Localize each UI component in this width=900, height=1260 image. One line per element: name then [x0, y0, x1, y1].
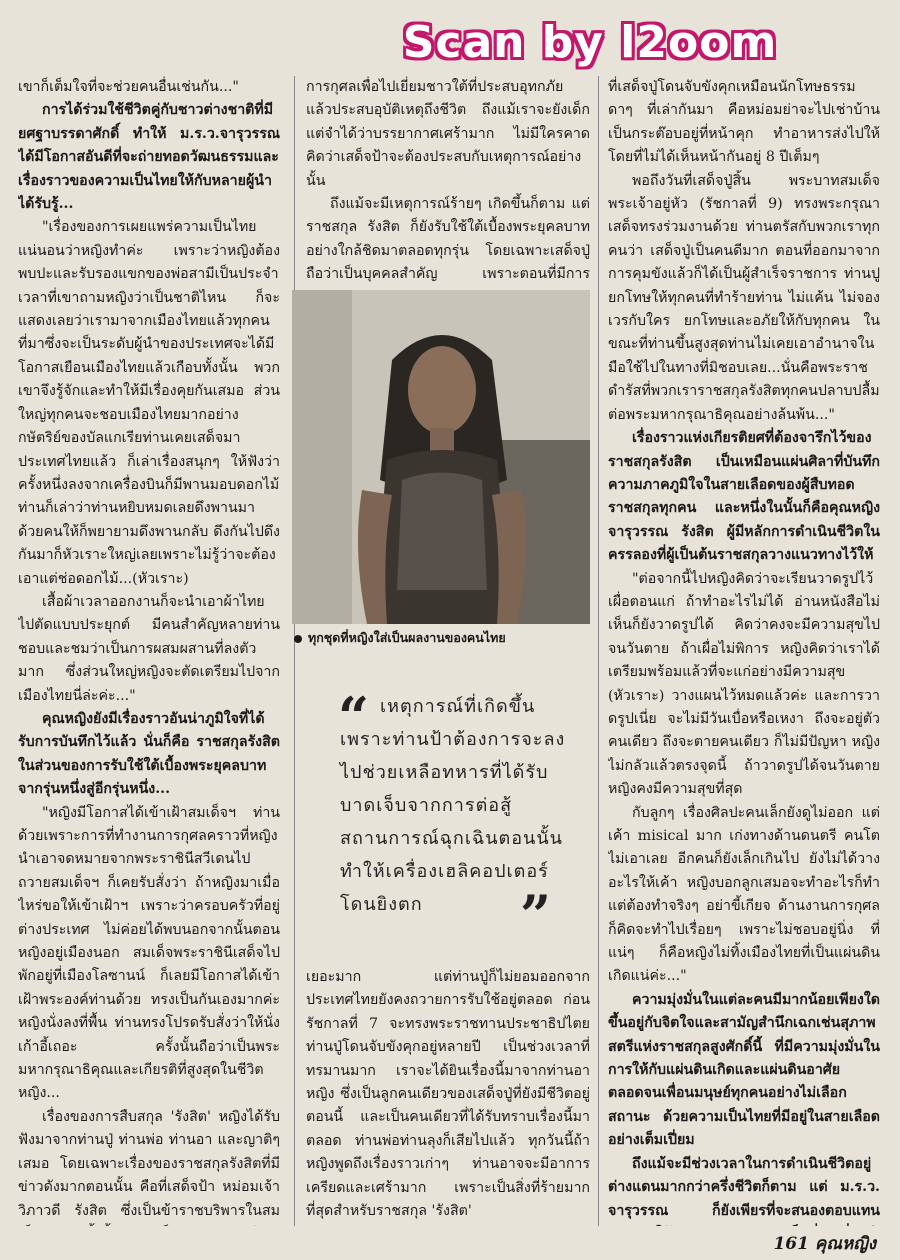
paragraph: เรื่องราวแห่งเกียรติยศที่ต้องจารึกไว้ของราชสกุลรังสิต เป็นเหมือนแผ่นศิลาที่บันทึกความภาคภูมิใจในสายเลือดของผู้สืบทอดราชสกุลทุกคน และหนึ่งในนั้นก็คือคุณหญิงจารุวรรณ รังสิต ผู้มีหลักการดำเนินชีวิตในครรลองที่ผู้เป็นต้นราชสกุลวางแนวทางไว้ให้ [608, 430, 880, 564]
open-quote-icon: “ [338, 685, 370, 749]
paragraph: การกุศลเพื่อไปเยี่ยมชาวใต้ที่ประสบอุทกภัย แล้วประสบอุบัติเหตุถึงชีวิต ถึงแม้เราจะยังเด็ก แต่จำได้ว่าบรรยากาศเศร้ามาก ไม่มีใครคาดคิดว่าเสด็จป้าจะต้องประสบกับเหตุการณ์อย่างนั้น [306, 79, 590, 189]
article-column-3 [608, 76, 880, 1226]
bullet-icon [294, 635, 302, 643]
paragraph: ถึงแม้จะมีช่วงเวลาในการดำเนินชีวิตอยู่ต่างแดนมากกว่าครึ่งชีวิตก็ตาม แต่ ม.ร.ว. จารุวรรณ ก็ยังเพียรที่จะสนองตอบแทน [608, 1155, 880, 1219]
scan-watermark: Scan by l2oom [402, 16, 778, 68]
paragraph: ความมุ่งมั่นในแต่ละคนมีมากน้อยเพียงใดขึ้นอยู่กับจิตใจและสามัญสำนึกเฉกเช่นสุภาพสตรีแห่งราชสกุลสูงศักดิ์นี้ ที่มีความมุ่งมั่นในการให้กับแผ่นดินเกิดและแผ่นดินอาศัย ตลอดจนเพื่อนมนุษย์ทุกคนอย่างไม่เลือกสถานะ ด้วยความเป็นไทยที่มีอยู่ในสายเลือดอย่างเต็มเปี่ยม [608, 991, 880, 1149]
page-number: 161 [773, 1234, 809, 1254]
article-column-2-top [306, 76, 590, 286]
paragraph: ที่เสด็จปู่โดนจับขังคุกเหมือนนักโทษธรรมดาๆ ที่เล่ากันมา คือหม่อมย่าจะไปเช่าบ้านเป็นกระต๊อบอยู่ที่หน้าคุก ทำอาหารส่งไปให้โดยที่ไม่ได้เห็นหน้ากันอยู่ 8 ปีเต็มๆ [608, 79, 880, 166]
paragraph: คุณหญิงยังมีเรื่องราวอันน่าภูมิใจที่ได้รับการบันทึกไว้แล้ว นั่นก็คือ ราชสกุลรังสิต ในส่วนของการรับใช้ใต้เบื้องพระยุคลบาทจากรุ่นหนึ่งสู่อีกรุ่นหนึ่ง... [18, 710, 280, 798]
paragraph: ถึงแม้จะมีเหตุการณ์ร้ายๆ เกิดขึ้นก็ตาม แต่ราชสกุล รังสิต ก็ยังรับใช้ใต้เบื้องพระยุคลบาทอย่างใกล้ชิดมาตลอดทุกรุ่น โดยเฉพาะเสด็จปู่ถือว่าเป็นบุคคลสำคัญ เพราะตอนที่มีการ [306, 196, 590, 283]
paragraph: กับลูกๆ เรื่องศิลปะคนเล็กยังดูไม่ออก แต่เค้า misical มาก เก่งทางด้านดนตรี คนโตไม่เอาเลย อีกคนก็ยังเล็กเกินไป ยังไม่ได้วางอะไรให้เค้า หญิงบอกลูกเสมอจะทำอะไรก็ทำ แต่ต้องทำจริงๆ อย่าขี้เกียจ ด้านงานการกุศลก็คิดจะทำไปเรื่อยๆ เพราะไม่ชอบอยู่นิ่ง ที่แน่ๆ ก็คือหญิงไม่ทิ้งเมืองไทยที่เป็นแผ่นดินเกิดแน่ค่ะ..." [608, 804, 880, 985]
pull-quote-text: เหตุการณ์ที่เกิดขึ้นเพราะท่านป้าต้องการจะลงไปช่วยเหลือทหารที่ได้รับบาดเจ็บจากการต่อสู้สถานการณ์ฉุกเฉินตอนนั้นทำให้เครื่องเฮลิคอปเตอร์โดนยิงตก [340, 696, 566, 915]
photo-caption-text: ทุกชุดที่หญิงใส่เป็นผลงานของคนไทย [308, 630, 506, 645]
article-column-1 [18, 76, 280, 1226]
article-column-2-bottom [306, 966, 590, 1224]
magazine-name: คุณหญิง [814, 1234, 876, 1254]
paragraph: พอถึงวันที่เสด็จปู่สิ้น พระบาทสมเด็จพระเจ้าอยู่หัว (รัชกาลที่ 9) ทรงพระกรุณาเสด็จทรงร่วมงานด้วย ท่านตรัสกับพวกเราทุกคนว่า เสด็จปู่เป็นคนดีมาก ตอนที่ออกมาจากการคุมขังแล้วก็ได้เป็นผู้สำเร็จราชการ ท่านปูยกโทษให้ทุกคนที่ทำร้ายท่าน ไม่แค้น ไม่จองเวรกับใคร ยกโทษและอภัยให้กับทุกคน ในขณะที่ท่านขึ้นสูงสุดท่านไม่เคยเอาอำนาจในมือใช้ไปในทางที่มิชอบเลย...นั่นคือพระราชดำรัสที่พวกเราราชสกุลรังสิตทุกคนปลาบปลื้มต่อพระมหากรุณาธิคุณอย่างล้นพ้น..." [608, 172, 880, 423]
paragraph: "เรื่องของการเผยแพร่ความเป็นไทย แน่นอนว่าหญิงทำค่ะ เพราะว่าหญิงต้องพบปะและรับรองแขกของพ่อสามีเป็นประจำ เวลาที่เขาถามหญิงว่าเป็นชาติไหน ก็จะแสดงเลยว่าเรามาจากเมืองไทยแล้วทุกคนที่มาซึ่งจะเป็นระดับผู้นำของประเทศจะได้มีโอกาสเยือนเมืองไทยแล้วเกือบทั้งนั้น พวกเขาจึงรู้จักและทำให้มีเรื่องคุยกันเสมอ ส่วนใหญ่ทุกคนจะชอบเมืองไทยมากอย่างกษัตริย์ของบัลแกเรียท่านเคยเสด็จมาประเทศไทยแล้ว ก็เล่าเรื่องสนุกๆ ให้ฟังว่าครั้งหนึ่งลงจากเครื่องบินก็มีพานมอบดอกไม้ ท่านก็เล่าว่าท่านหยิบหมดเลยดึงพานมาด้วยคนให้ก็พยายามดึงพานกลับ ดึงกันไปดึงกันมาก็หัวเราะใหญ่เลยเพราะไม่รู้ว่าจะต้องเอาแต่ช่อดอกไม้...(หัวเราะ) [18, 219, 280, 587]
close-quote-icon: ” [520, 883, 552, 947]
paragraph: การได้ร่วมใช้ชีวิตคู่กับชาวต่างชาติที่มียศฐาบรรดาศักดิ์ ทำให้ ม.ร.ว.จารุวรรณ ได้มีโอกาสอันดีที่จะถ่ายทอดวัฒนธรรมและเรื่องราวของความเป็นไทยให้กับหลายผู้นำได้รับรู้... [18, 102, 280, 213]
paragraph: เรื่องของการสืบสกุล 'รังสิต' หญิงได้รับฟังมาจากท่านปู่ ท่านพ่อ ท่านอา และญาติๆ เสมอ โดยเฉพาะเรื่องของราชสกุลรังสิตที่มีข่าวดังมากตอนนั้น คือที่เสด็จป้า หม่อมเจ้าวิภาวดี รังสิต ซึ่งเป็นข้าราชบริพารในสม [18, 1108, 280, 1219]
paragraph: เยอะมาก แต่ท่านปู่ก็ไม่ยอมออกจากประเทศไทยยังคงถวายการรับใช้อยู่ตลอด ก่อนรัชกาลที่ 7 จะทรงพระราชทานประชาธิปไตย ท่านปู่โดนจับขังคุกอยู่หลายปี เป็นช่วงเวลาที่ทรมานมาก เราจะได้ยินเรื่องนี้มาจากท่านอาหญิง ซึ่งเป็นลูกคนเดียวของเสด็จปู่ที่ยังมีชีวิตอยู่ตอนนี้ และเป็นคนเดียวที่ได้รับทราบเรื่องนี้มาตลอด ท่านพ่อท่านลุงก็เสียไปแล้ว ทุกวันนี้ถ้าหญิงพูดถึงเรื่องราวเก่าๆ ท่านอาจจะมีอาการเครียดและเศร้ามาก เพราะเป็นสิ่งที่ร้ายมากที่สุดสำหรับราชสกุล 'รังสิต' [306, 969, 590, 1220]
portrait-illustration [292, 290, 590, 624]
paragraph: เขาก็เต็มใจที่จะช่วยคนอื่นเช่นกัน..." [18, 79, 239, 95]
portrait-photo [292, 290, 590, 624]
column-divider [294, 76, 295, 1226]
paragraph: "หญิงมีโอกาสได้เข้าเฝ้าสมเด็จฯ ท่านด้วยเพราะการที่ทำงานการกุศลคราวที่หญิงนำเอาจดหมายจากพระราชินีสวีเดนไปถวายสมเด็จฯ ก็เคยรับสั่งว่า ถ้าหญิงมาเมื่อไหร่ขอให้เข้าเฝ้าฯ เพราะว่าครอบครัวที่อยู่ต่างประเทศ ไม่ค่อยได้พบนอกจากนั้นตอนหญิงอยู่เมืองนอก สมเด็จพระราชินีเสด็จไปพักอยู่ที่เมืองโลซานน์ ก็เลยมีโอกาสได้เข้าเฝ้าพระองค์ท่านด้วย ทรงเป็นกันเองมากค่ะ หญิงนั่งลงที่พื้น ท่านทรงโปรดรับสั่งว่าให้นั่งเก้าอี้เถอะ ครั้งนั้นถือว่าเป็นพระมหากรุณาธิคุณและเกียรติที่สูงสุดในชีวิตหญิง... [18, 804, 280, 1102]
paragraph: "ต่อจากนี้ไปหญิงคิดว่าจะเรียนวาดรูปไว้ เผื่อตอนแก่ ถ้าทำอะไรไม่ได้ อ่านหนังสือไม่เห็นก็ยังวาดรูปได้ คิดว่าคงจะมีความสุขไปจนวันตาย ถ้าเผื่อไม่พิการ หญิงคิดว่าเราได้เตรียมพร้อมแล้วที่จะแก่อย่างมีความสุข (หัวเราะ) วางแผนไว้หมดแล้วค่ะ และการวาดรูปเนี่ย จะไม่มีวันเบื่อหรือเหงา ถึงจะอยู่ตัวคนเดียว ถึงจะตายคนเดียว ก็ไม่มีปัญหา หญิงไม่กลัวแล้วตรงจุดนี้ ถ้าวาดรูปได้จนวันตายหญิงคงมีความสุขที่สุด [608, 570, 880, 798]
paragraph: เสื้อผ้าเวลาออกงานก็จะนำเอาผ้าไทยไปตัดแบบประยุกต์ มีคนสำคัญหลายท่านชอบและชมว่าเป็นการผสมผสานที่ลงตัวมาก ซึ่งส่วนใหญ่หญิงจะตัดเตรียมไปจากเมืองไทยนี่ล่ะค่ะ..." [18, 593, 280, 704]
photo-caption [294, 628, 590, 648]
page-footer [773, 1230, 876, 1257]
column-divider [598, 76, 599, 1226]
